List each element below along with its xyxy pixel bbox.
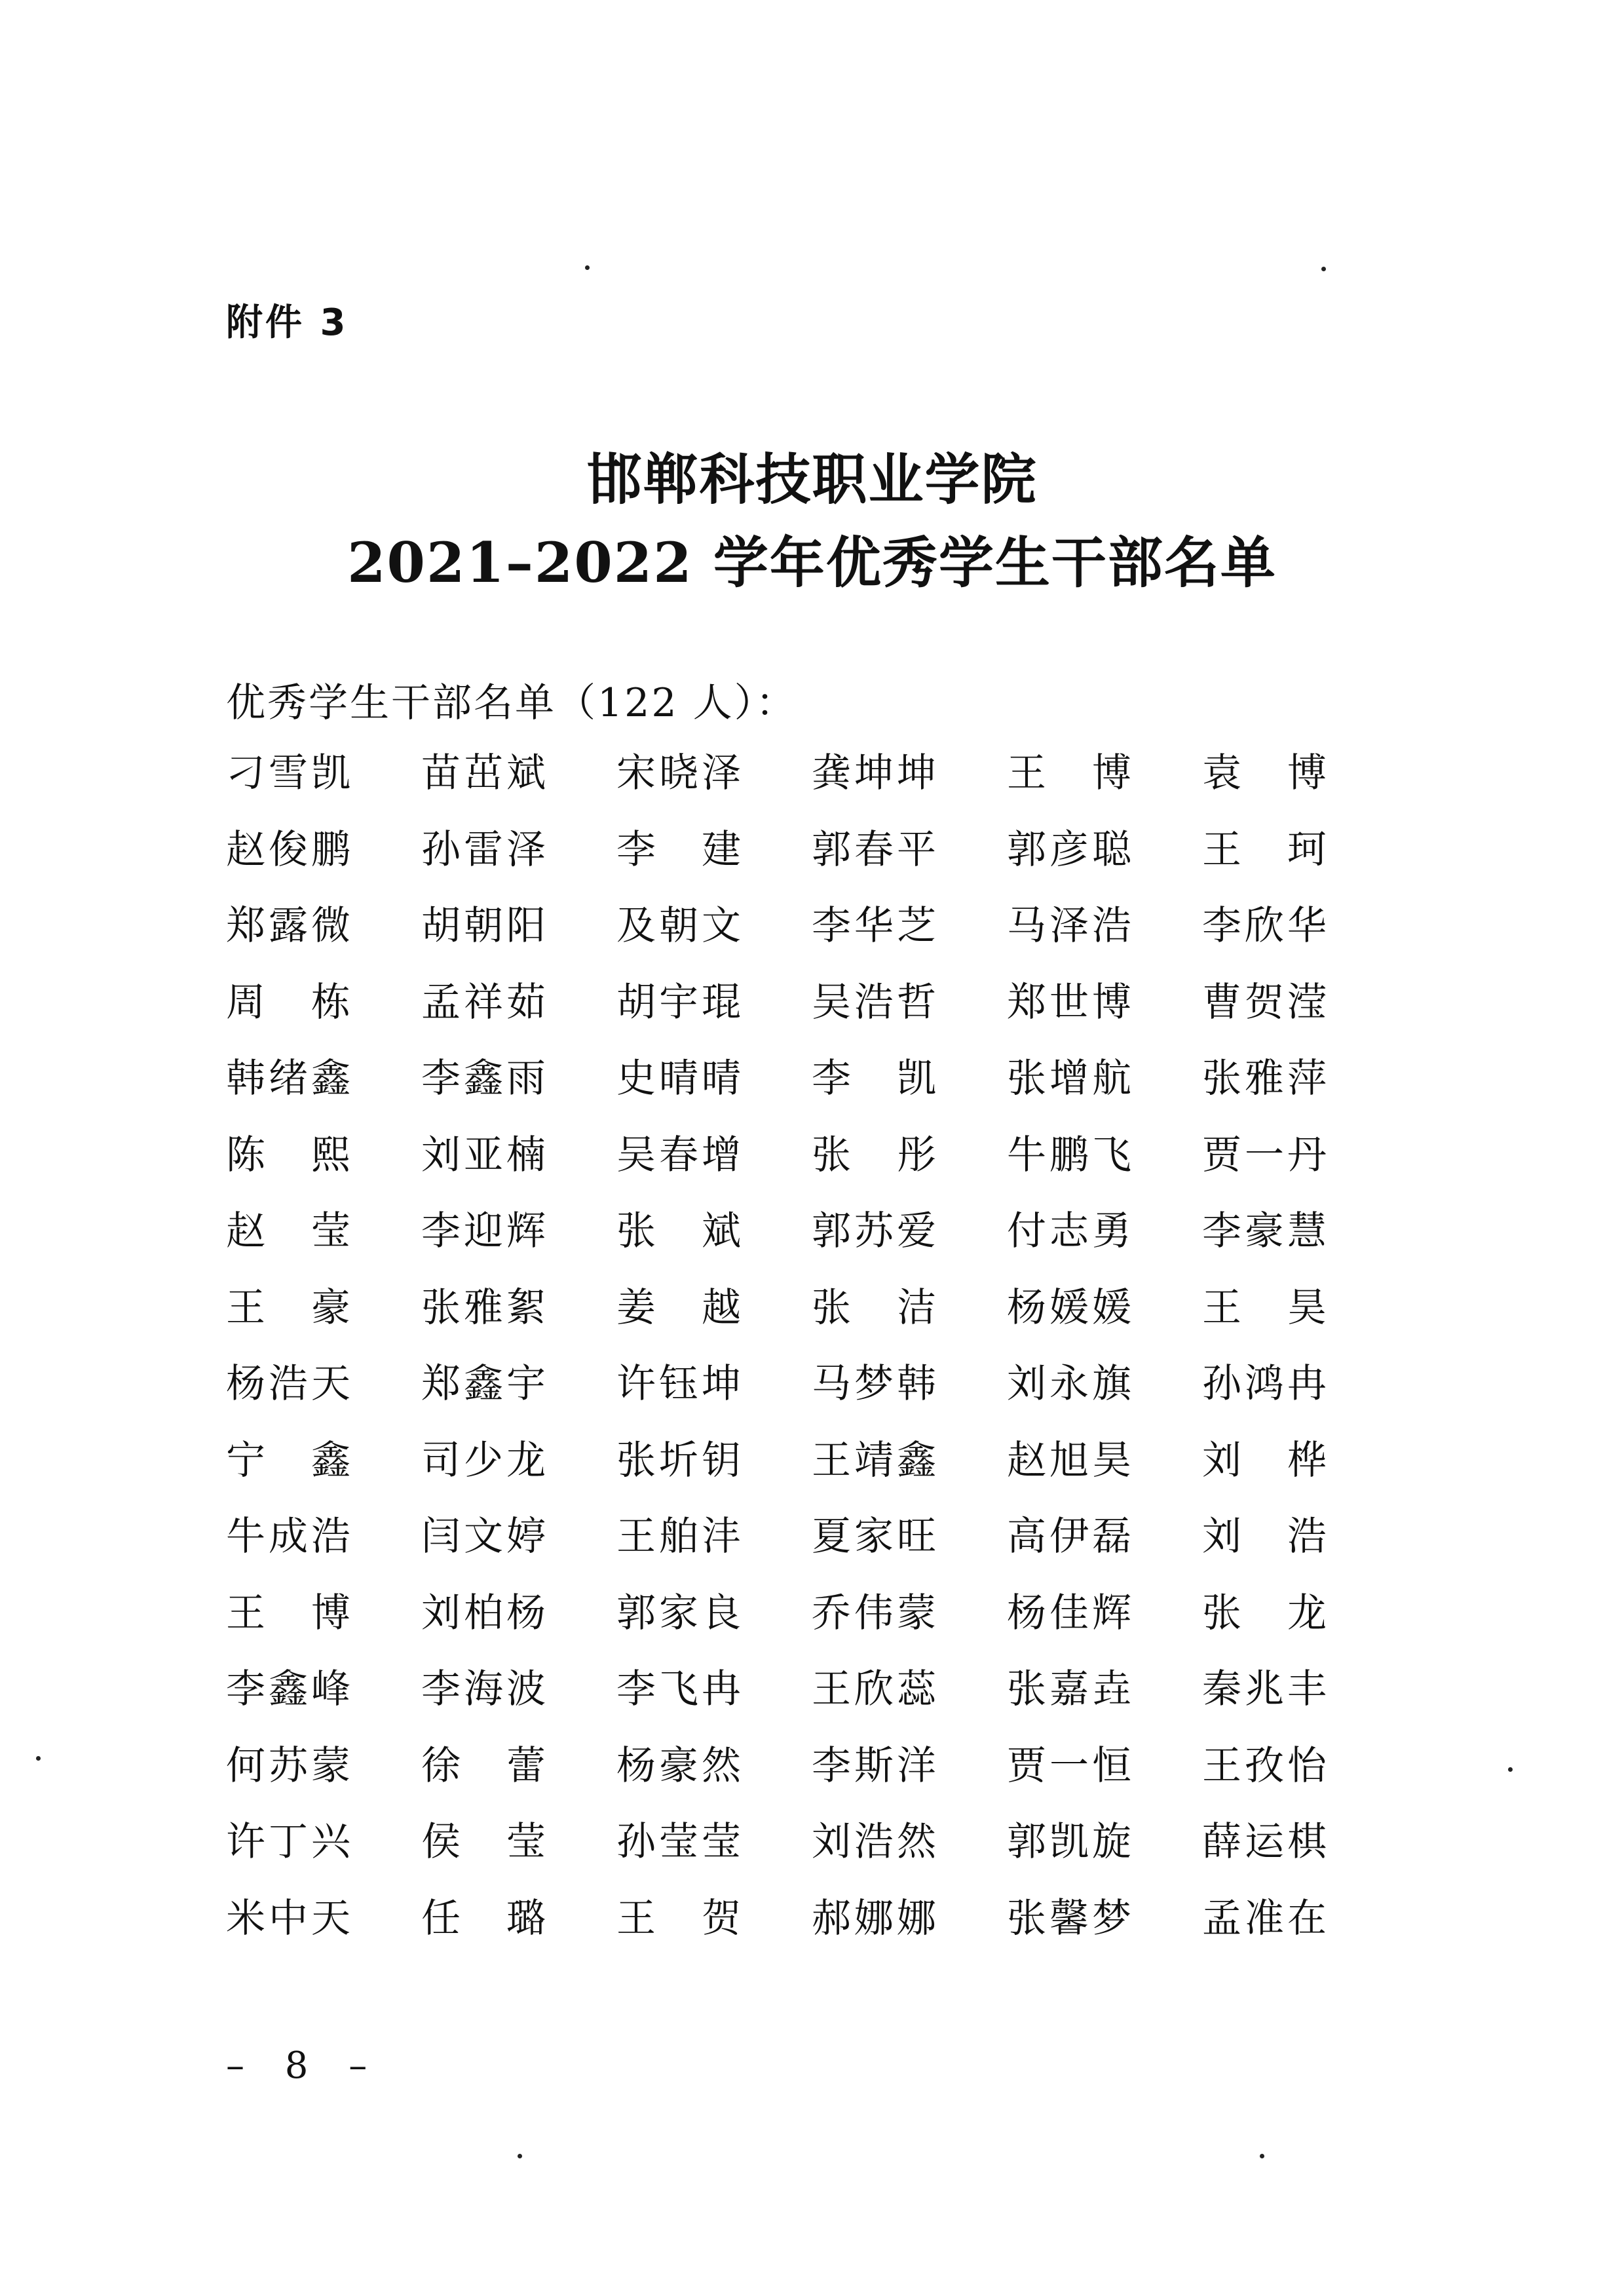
- student-name: 苗 茁 斌: [421, 750, 546, 796]
- student-name: 刘 柏 杨: [421, 1590, 546, 1636]
- student-name: 王 豪: [226, 1284, 350, 1331]
- student-name: 侯 莹: [421, 1819, 546, 1865]
- student-name: 夏 家 旺: [812, 1514, 936, 1559]
- student-name: 薛 运 棋: [1202, 1819, 1327, 1865]
- student-name: 张 龙: [1202, 1590, 1327, 1636]
- student-name: 王 博: [226, 1590, 350, 1636]
- student-name: 张 彤: [812, 1132, 936, 1178]
- student-name: 韩 绪 鑫: [226, 1056, 350, 1101]
- document-title: 邯郸科技职业学院: [586, 447, 1038, 512]
- student-name: 李 凯: [812, 1056, 936, 1101]
- student-name: 高 伊 磊: [1007, 1514, 1131, 1559]
- student-name: 王 靖 鑫: [812, 1437, 936, 1483]
- student-name: 宋 晓 泽: [616, 750, 741, 796]
- student-name: 杨 佳 辉: [1007, 1590, 1131, 1636]
- student-name: 牛 成 浩: [226, 1514, 350, 1559]
- student-name: 马 梦 韩: [812, 1361, 936, 1407]
- student-name: 付 志 勇: [1007, 1208, 1131, 1254]
- student-name: 秦 兆 丰: [1202, 1666, 1327, 1712]
- student-name: 张 馨 梦: [1007, 1895, 1131, 1942]
- student-name: 张 雅 絮: [421, 1284, 546, 1331]
- student-name: 王 贺: [616, 1895, 741, 1942]
- student-name: 赵 莹: [226, 1208, 350, 1254]
- student-name: 何 苏 蒙: [226, 1742, 350, 1789]
- document-subtitle: 2021–2022 学年优秀学生干部名单: [347, 530, 1277, 595]
- student-name: 孙 雷 泽: [421, 826, 546, 873]
- student-name: 胡 宇 琨: [616, 979, 741, 1025]
- scan-speck: [1321, 267, 1326, 271]
- student-name: 刘 永 旗: [1007, 1361, 1131, 1407]
- student-name: 郑 鑫 宇: [421, 1361, 546, 1407]
- student-name: 王 舶 沣: [616, 1514, 741, 1559]
- scan-speck: [585, 265, 590, 270]
- student-name: 刘 桦: [1202, 1437, 1327, 1483]
- student-name: 郭 春 平: [812, 826, 936, 873]
- student-name: 郝 娜 娜: [812, 1895, 936, 1942]
- student-name: 吴 浩 哲: [812, 979, 936, 1025]
- student-name: 李 建: [616, 826, 741, 873]
- student-name: 张 增 航: [1007, 1056, 1131, 1101]
- student-name: 乔 伟 蒙: [812, 1590, 936, 1636]
- student-name: 刁 雪 凯: [226, 750, 350, 796]
- scan-speck: [1260, 2154, 1264, 2158]
- student-name: 杨 豪 然: [616, 1742, 741, 1789]
- student-name: 马 泽 浩: [1007, 903, 1131, 949]
- student-name: 王 博: [1007, 750, 1131, 796]
- student-name: 王 珂: [1202, 826, 1327, 873]
- student-name: 贾 一 丹: [1202, 1132, 1327, 1178]
- student-name: 闫 文 婷: [421, 1514, 546, 1559]
- student-name: 郭 凯 旋: [1007, 1819, 1131, 1865]
- student-name: 王 昊: [1202, 1284, 1327, 1331]
- student-name: 周 栋: [226, 979, 350, 1025]
- student-name: 郭 彦 聪: [1007, 826, 1131, 873]
- student-name: 王 欣 蕊: [812, 1666, 936, 1712]
- attachment-label: 附件 3: [226, 301, 349, 344]
- student-name: 米 中 天: [226, 1895, 350, 1942]
- student-name: 孙 鸿 冉: [1202, 1361, 1327, 1407]
- student-name: 赵 旭 昊: [1007, 1437, 1131, 1483]
- student-name: 史 晴 晴: [616, 1056, 741, 1101]
- student-name: 李 华 芝: [812, 903, 936, 949]
- student-name: 张 雅 萍: [1202, 1056, 1327, 1101]
- student-name: 李 迎 辉: [421, 1208, 546, 1254]
- scan-speck: [1508, 1767, 1513, 1772]
- scan-speck: [36, 1756, 41, 1761]
- student-name: 杨 媛 媛: [1007, 1284, 1131, 1331]
- student-name: 张 斌: [616, 1208, 741, 1254]
- student-name: 孟 祥 茹: [421, 979, 546, 1025]
- student-name: 任 璐: [421, 1895, 546, 1942]
- student-name: 龚 坤 坤: [812, 750, 936, 796]
- student-name: 李 海 波: [421, 1666, 546, 1712]
- student-name: 刘 亚 楠: [421, 1132, 546, 1178]
- student-name: 刘 浩 然: [812, 1819, 936, 1865]
- student-name: 李 斯 洋: [812, 1742, 936, 1789]
- student-name: 郭 苏 爱: [812, 1208, 936, 1254]
- student-name: 胡 朝 阳: [421, 903, 546, 949]
- student-name: 张 洁: [812, 1284, 936, 1331]
- section-heading: 优秀学生干部名单（122 人）：: [226, 680, 797, 726]
- student-name: 许 钰 坤: [616, 1361, 741, 1407]
- student-name: 陈 熙: [226, 1132, 350, 1178]
- student-name: 郑 世 博: [1007, 979, 1131, 1025]
- page-number: – 8 –: [226, 2044, 382, 2087]
- student-name: 曹 贺 滢: [1202, 979, 1327, 1025]
- student-name: 李 欣 华: [1202, 903, 1327, 949]
- student-name: 贾 一 恒: [1007, 1742, 1131, 1789]
- student-name: 李 飞 冉: [616, 1666, 741, 1712]
- student-name: 张 嘉 垚: [1007, 1666, 1131, 1712]
- student-name: 孙 莹 莹: [616, 1819, 741, 1865]
- student-name: 李 鑫 雨: [421, 1056, 546, 1101]
- student-name: 郑 露 微: [226, 903, 350, 949]
- student-name: 李 鑫 峰: [226, 1666, 350, 1712]
- student-name: 许 丁 兴: [226, 1819, 350, 1865]
- student-name: 刘 浩: [1202, 1514, 1327, 1559]
- name-grid: [226, 747, 1340, 1968]
- student-name: 赵 俊 鹏: [226, 826, 350, 873]
- scan-speck: [518, 2154, 522, 2158]
- student-name: 宁 鑫: [226, 1437, 350, 1483]
- student-name: 徐 蕾: [421, 1742, 546, 1789]
- student-name: 王 孜 怡: [1202, 1742, 1327, 1789]
- student-name: 孟 准 在: [1202, 1895, 1327, 1942]
- student-name: 杨 浩 天: [226, 1361, 350, 1407]
- student-name: 袁 博: [1202, 750, 1327, 796]
- student-name: 吴 春 增: [616, 1132, 741, 1178]
- student-name: 及 朝 文: [616, 903, 741, 949]
- student-name: 李 豪 慧: [1202, 1208, 1327, 1254]
- student-name: 姜 越: [616, 1284, 741, 1331]
- student-name: 张 圻 钥: [616, 1437, 741, 1483]
- student-name: 牛 鹏 飞: [1007, 1132, 1131, 1178]
- student-name: 郭 家 良: [616, 1590, 741, 1636]
- student-name: 司 少 龙: [421, 1437, 546, 1483]
